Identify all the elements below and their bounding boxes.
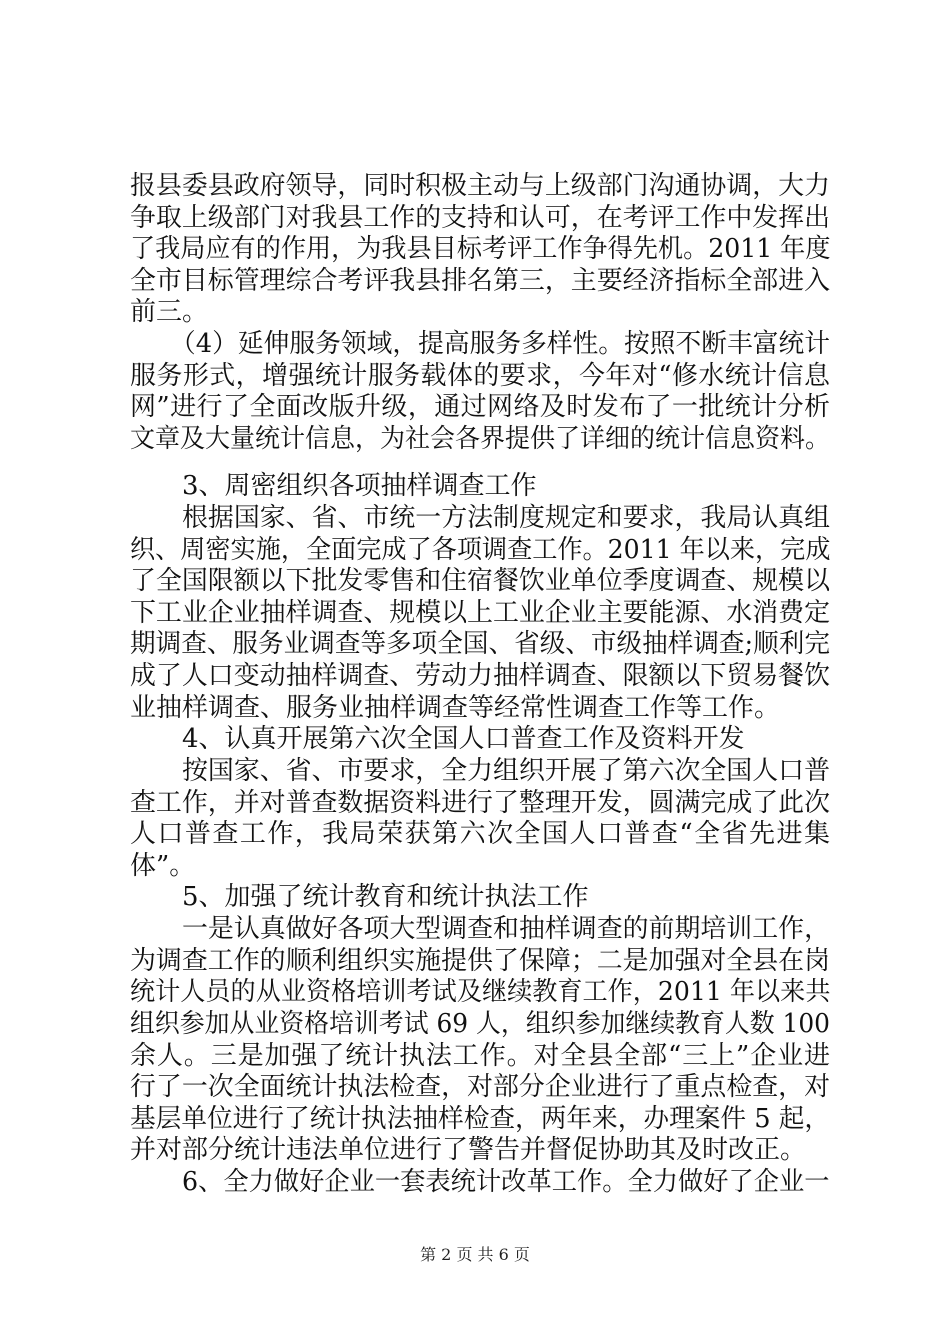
body-text-line: 查工作，并对普查数据资料进行了整理开发，圆满完成了此次: [130, 787, 831, 818]
body-text-line: 并对部分统计违法单位进行了警告并督促协助其及时改正。: [130, 1135, 807, 1166]
body-text-line: 基层单位进行了统计执法抽样检查，两年来，办理案件 5 起，: [130, 1103, 831, 1134]
section-heading: 3、周密组织各项抽样调查工作: [182, 471, 537, 502]
body-text-line: 期调查、服务业调查等多项全国、省级、市级抽样调查;顺利完: [130, 629, 830, 660]
body-text-line: 成了人口变动抽样调查、劳动力抽样调查、限额以下贸易餐饮: [130, 661, 831, 692]
body-text-line: 争取上级部门对我县工作的支持和认可，在考评工作中发挥出: [130, 202, 831, 233]
body-text-line: 统计人员的从业资格培训考试及继续教育工作，2011 年以来共: [130, 977, 831, 1008]
paragraph-first-line: 根据国家、省、市统一方法制度规定和要求，我局认真组: [182, 503, 831, 533]
body-text-line: 组织参加从业资格培训考试 69 人，组织参加继续教育人数 100: [130, 1008, 831, 1039]
body-text-line: 服务形式，增强统计服务载体的要求，今年对“修水统计信息: [130, 360, 830, 391]
paragraph-first-line: 一是认真做好各项大型调查和抽样调查的前期培训工作，: [182, 914, 831, 945]
section-heading: 4、认真开展第六次全国人口普查工作及资料开发: [182, 724, 745, 755]
body-text-line: 织、周密实施，全面完成了各项调查工作。2011 年以来，完成: [130, 534, 831, 565]
body-text-line: 体”。: [130, 850, 196, 881]
body-text-line: 网”进行了全面改版升级，通过网络及时发布了一批统计分析: [130, 392, 830, 423]
body-text-line: 了我局应有的作用，为我县目标考评工作争得先机。2011 年度: [130, 234, 831, 265]
body-text-line: 余人。三是加强了统计执法工作。对全县全部“三上”企业进: [130, 1040, 830, 1071]
section-heading: 5、加强了统计教育和统计执法工作: [182, 882, 589, 913]
paragraph-first-line: （4）延伸服务领域，提高服务多样性。按照不断丰富统计: [170, 329, 830, 360]
body-text-line: 下工业企业抽样调查、规模以上工业企业主要能源、水消费定: [130, 597, 831, 628]
body-text-line: 为调查工作的顺利组织实施提供了保障；二是加强对全县在岗: [130, 945, 831, 976]
page-footer: 第 2 页 共 6 页: [420, 1245, 530, 1264]
body-text-line: 行了一次全面统计执法检查，对部分企业进行了重点检查，对: [130, 1072, 831, 1103]
body-text-line: 前三。: [130, 297, 209, 328]
body-text-line: 业抽样调查、服务业抽样调查等经常性调查工作等工作。: [130, 692, 781, 723]
body-text-line: 报县委县政府领导，同时积极主动与上级部门沟通协调，大力: [130, 171, 831, 201]
paragraph-first-line: 按国家、省、市要求，全力组织开展了第六次全国人口普: [182, 755, 831, 786]
body-text-line: 全市目标管理综合考评我县排名第三，主要经济指标全部进入: [130, 265, 831, 296]
body-text-line: 文章及大量统计信息，为社会各界提供了详细的统计信息资料。: [130, 423, 830, 454]
body-text-line: 人口普查工作，我局荣获第六次全国人口普查“全省先进集: [130, 819, 830, 850]
section-heading: 6、全力做好企业一套表统计改革工作。全力做好了企业一: [182, 1167, 830, 1197]
body-text-line: 了全国限额以下批发零售和住宿餐饮业单位季度调查、规模以: [130, 566, 831, 597]
